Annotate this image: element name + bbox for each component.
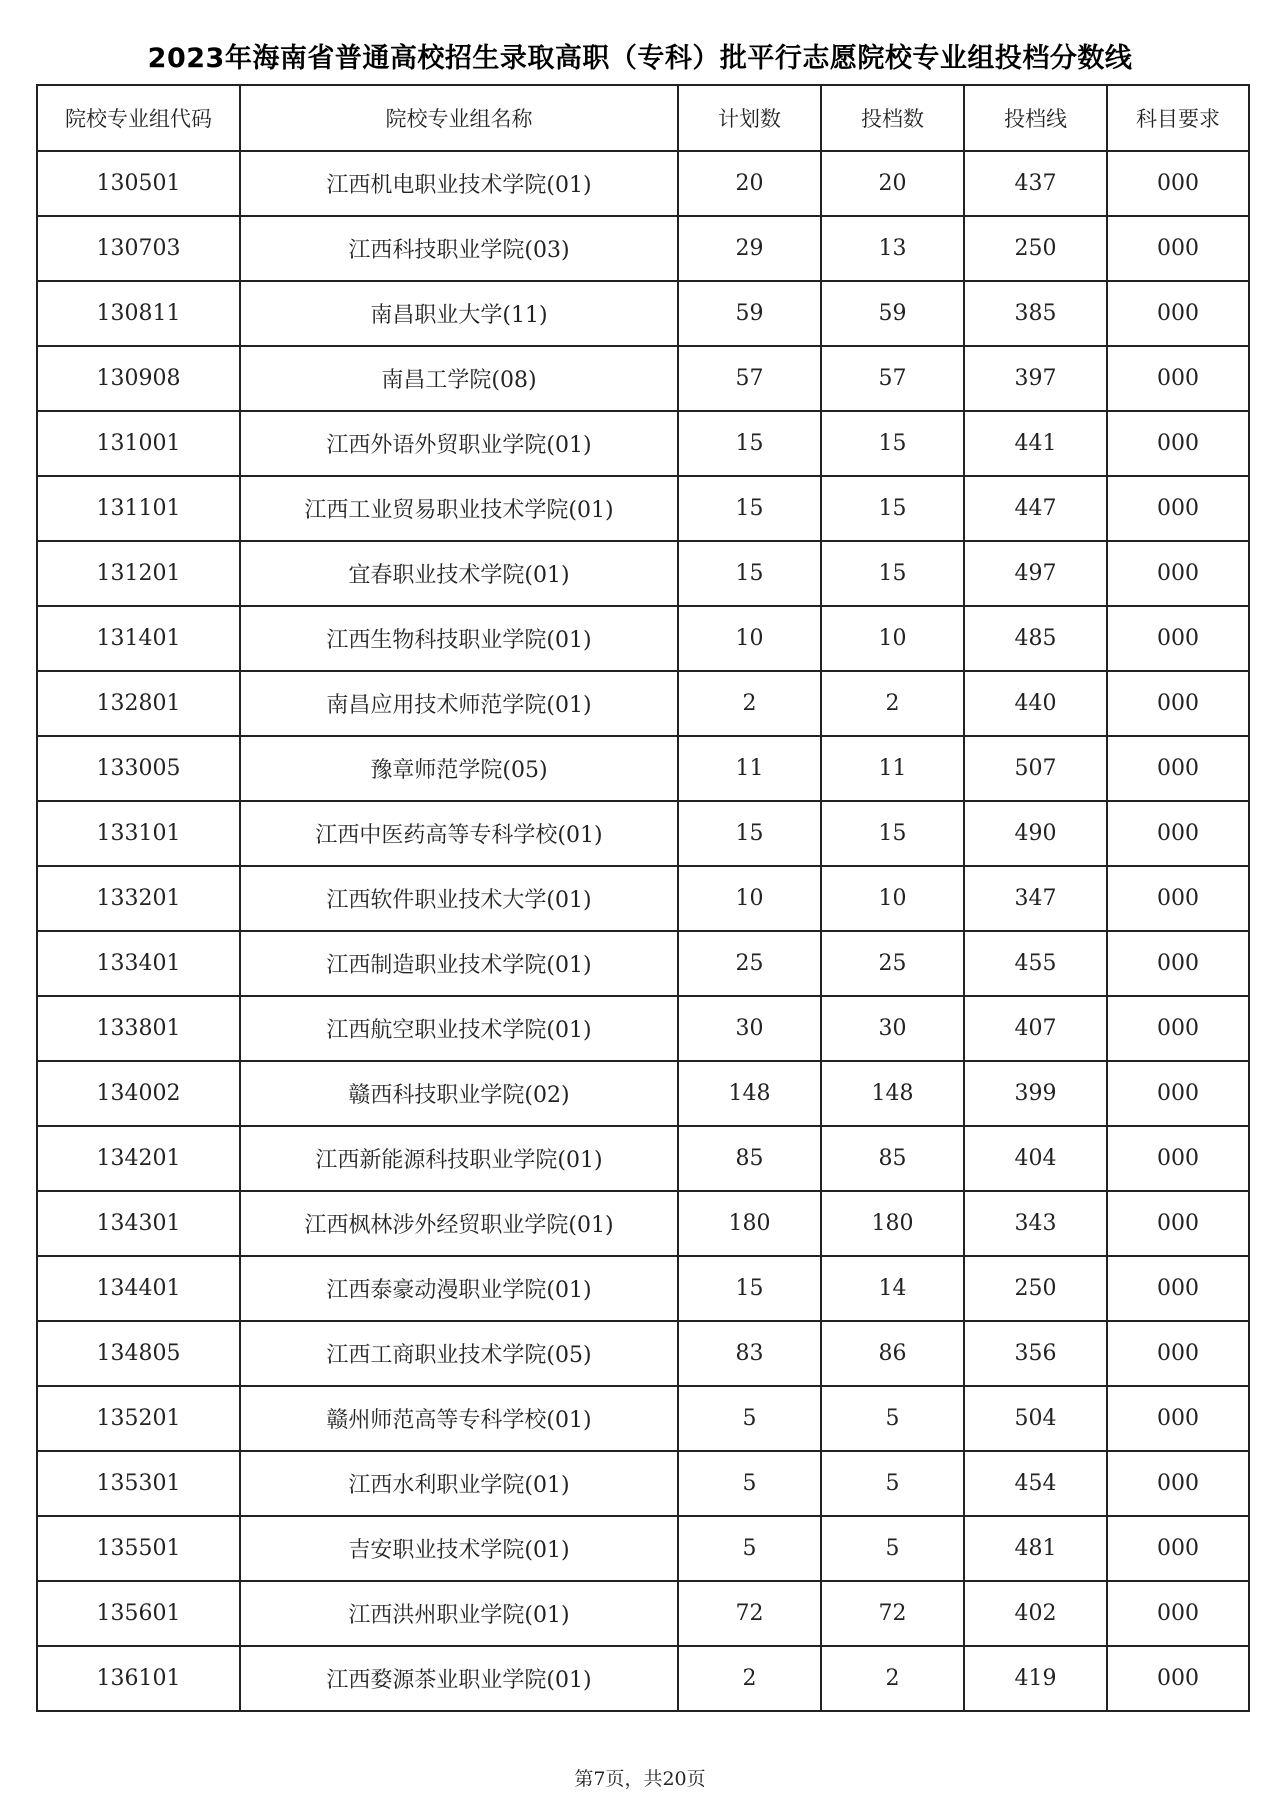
table-row [37,931,1249,996]
subject-requirement-cell: 000 [1107,281,1249,346]
admitted-count-cell: 11 [821,736,964,801]
group-code-cell: 130908 [37,346,240,411]
admitted-count-cell: 10 [821,606,964,671]
group-code-cell: 134301 [37,1191,240,1256]
group-name-cell: 江西中医药高等专科学校(01) [240,801,678,866]
group-name-cell: 江西科技职业学院(03) [240,216,678,281]
group-name-cell: 宜春职业技术学院(01) [240,541,678,606]
group-name-cell: 赣西科技职业学院(02) [240,1061,678,1126]
table-row [37,1386,1249,1451]
plan-count-cell: 5 [678,1386,821,1451]
table-row [37,1256,1249,1321]
group-code-cell: 133101 [37,801,240,866]
admitted-count-cell: 2 [821,671,964,736]
cutoff-score-cell: 347 [964,866,1107,931]
header-plan-count: 计划数 [678,85,821,151]
header-group-code: 院校专业组代码 [37,85,240,151]
table-body [37,151,1249,1711]
plan-count-cell: 5 [678,1451,821,1516]
table-row [37,151,1249,216]
cutoff-score-cell: 437 [964,151,1107,216]
admitted-count-cell: 15 [821,801,964,866]
admitted-count-cell: 148 [821,1061,964,1126]
cutoff-score-cell: 485 [964,606,1107,671]
group-name-cell: 豫章师范学院(05) [240,736,678,801]
plan-count-cell: 15 [678,1256,821,1321]
cutoff-score-cell: 399 [964,1061,1107,1126]
cutoff-score-cell: 455 [964,931,1107,996]
header-cutoff-score: 投档线 [964,85,1107,151]
subject-requirement-cell: 000 [1107,1646,1249,1711]
admitted-count-cell: 15 [821,541,964,606]
header-admitted-count: 投档数 [821,85,964,151]
admitted-count-cell: 57 [821,346,964,411]
header-group-name: 院校专业组名称 [240,85,678,151]
cutoff-score-cell: 404 [964,1126,1107,1191]
cutoff-score-cell: 497 [964,541,1107,606]
plan-count-cell: 148 [678,1061,821,1126]
table-row [37,801,1249,866]
admitted-count-cell: 15 [821,411,964,476]
cutoff-score-cell: 356 [964,1321,1107,1386]
group-code-cell: 135301 [37,1451,240,1516]
plan-count-cell: 10 [678,606,821,671]
cutoff-score-cell: 454 [964,1451,1107,1516]
group-name-cell: 江西婺源茶业职业学院(01) [240,1646,678,1711]
admitted-count-cell: 85 [821,1126,964,1191]
group-code-cell: 131001 [37,411,240,476]
cutoff-score-cell: 402 [964,1581,1107,1646]
cutoff-score-cell: 407 [964,996,1107,1061]
subject-requirement-cell: 000 [1107,606,1249,671]
plan-count-cell: 2 [678,671,821,736]
group-name-cell: 江西水利职业学院(01) [240,1451,678,1516]
table-row [37,866,1249,931]
group-code-cell: 132801 [37,671,240,736]
admitted-count-cell: 5 [821,1516,964,1581]
subject-requirement-cell: 000 [1107,1256,1249,1321]
table-row [37,216,1249,281]
subject-requirement-cell: 000 [1107,1191,1249,1256]
subject-requirement-cell: 000 [1107,931,1249,996]
plan-count-cell: 15 [678,411,821,476]
cutoff-score-cell: 440 [964,671,1107,736]
plan-count-cell: 85 [678,1126,821,1191]
plan-count-cell: 30 [678,996,821,1061]
table-row [37,1126,1249,1191]
admitted-count-cell: 86 [821,1321,964,1386]
subject-requirement-cell: 000 [1107,411,1249,476]
group-name-cell: 南昌职业大学(11) [240,281,678,346]
admitted-count-cell: 14 [821,1256,964,1321]
plan-count-cell: 20 [678,151,821,216]
group-name-cell: 南昌应用技术师范学院(01) [240,671,678,736]
group-code-cell: 135501 [37,1516,240,1581]
group-code-cell: 133401 [37,931,240,996]
group-code-cell: 133801 [37,996,240,1061]
subject-requirement-cell: 000 [1107,1581,1249,1646]
admitted-count-cell: 2 [821,1646,964,1711]
subject-requirement-cell: 000 [1107,866,1249,931]
cutoff-score-cell: 397 [964,346,1107,411]
table-row [37,1061,1249,1126]
group-name-cell: 江西工商职业技术学院(05) [240,1321,678,1386]
cutoff-score-cell: 385 [964,281,1107,346]
group-code-cell: 134805 [37,1321,240,1386]
group-name-cell: 江西工业贸易职业技术学院(01) [240,476,678,541]
table-row [37,996,1249,1061]
cutoff-score-cell: 250 [964,216,1107,281]
table-row [37,1451,1249,1516]
group-name-cell: 吉安职业技术学院(01) [240,1516,678,1581]
subject-requirement-cell: 000 [1107,216,1249,281]
header-subject-requirement: 科目要求 [1107,85,1249,151]
cutoff-score-cell: 481 [964,1516,1107,1581]
page-number: 第7页，共20页 [574,1768,706,1790]
group-name-cell: 江西软件职业技术大学(01) [240,866,678,931]
plan-count-cell: 10 [678,866,821,931]
table-row [37,411,1249,476]
plan-count-cell: 57 [678,346,821,411]
cutoff-score-cell: 504 [964,1386,1107,1451]
group-code-cell: 130811 [37,281,240,346]
table-row [37,606,1249,671]
subject-requirement-cell: 000 [1107,801,1249,866]
cutoff-score-cell: 441 [964,411,1107,476]
table-row [37,1191,1249,1256]
subject-requirement-cell: 000 [1107,996,1249,1061]
admission-score-table [36,84,1250,1712]
group-code-cell: 130703 [37,216,240,281]
plan-count-cell: 25 [678,931,821,996]
plan-count-cell: 5 [678,1516,821,1581]
admitted-count-cell: 10 [821,866,964,931]
group-name-cell: 江西制造职业技术学院(01) [240,931,678,996]
group-code-cell: 134401 [37,1256,240,1321]
group-name-cell: 江西机电职业技术学院(01) [240,151,678,216]
plan-count-cell: 72 [678,1581,821,1646]
group-name-cell: 江西枫林涉外经贸职业学院(01) [240,1191,678,1256]
table-row [37,1581,1249,1646]
group-code-cell: 130501 [37,151,240,216]
group-name-cell: 江西新能源科技职业学院(01) [240,1126,678,1191]
subject-requirement-cell: 000 [1107,151,1249,216]
group-code-cell: 136101 [37,1646,240,1711]
plan-count-cell: 15 [678,541,821,606]
table-row [37,1321,1249,1386]
admitted-count-cell: 25 [821,931,964,996]
admitted-count-cell: 13 [821,216,964,281]
table-row [37,476,1249,541]
group-code-cell: 134201 [37,1126,240,1191]
group-name-cell: 江西洪州职业学院(01) [240,1581,678,1646]
table-row [37,671,1249,736]
cutoff-score-cell: 250 [964,1256,1107,1321]
table-header-row [37,85,1249,151]
subject-requirement-cell: 000 [1107,476,1249,541]
table-row [37,1516,1249,1581]
plan-count-cell: 29 [678,216,821,281]
plan-count-cell: 15 [678,801,821,866]
admitted-count-cell: 20 [821,151,964,216]
subject-requirement-cell: 000 [1107,671,1249,736]
group-name-cell: 江西航空职业技术学院(01) [240,996,678,1061]
plan-count-cell: 180 [678,1191,821,1256]
admitted-count-cell: 72 [821,1581,964,1646]
subject-requirement-cell: 000 [1107,736,1249,801]
cutoff-score-cell: 447 [964,476,1107,541]
subject-requirement-cell: 000 [1107,346,1249,411]
subject-requirement-cell: 000 [1107,1321,1249,1386]
group-name-cell: 江西生物科技职业学院(01) [240,606,678,671]
admitted-count-cell: 5 [821,1386,964,1451]
page-title: 2023年海南省普通高校招生录取高职（专科）批平行志愿院校专业组投档分数线 [147,43,1133,74]
admitted-count-cell: 59 [821,281,964,346]
subject-requirement-cell: 000 [1107,1516,1249,1581]
group-code-cell: 131201 [37,541,240,606]
subject-requirement-cell: 000 [1107,1126,1249,1191]
subject-requirement-cell: 000 [1107,541,1249,606]
group-code-cell: 131401 [37,606,240,671]
admitted-count-cell: 15 [821,476,964,541]
subject-requirement-cell: 000 [1107,1386,1249,1451]
table-row [37,541,1249,606]
group-name-cell: 赣州师范高等专科学校(01) [240,1386,678,1451]
group-code-cell: 133005 [37,736,240,801]
plan-count-cell: 2 [678,1646,821,1711]
plan-count-cell: 15 [678,476,821,541]
table-row [37,1646,1249,1711]
group-name-cell: 南昌工学院(08) [240,346,678,411]
group-code-cell: 131101 [37,476,240,541]
plan-count-cell: 11 [678,736,821,801]
subject-requirement-cell: 000 [1107,1061,1249,1126]
table-row [37,281,1249,346]
group-code-cell: 135201 [37,1386,240,1451]
group-code-cell: 134002 [37,1061,240,1126]
table-row [37,346,1249,411]
group-code-cell: 133201 [37,866,240,931]
cutoff-score-cell: 490 [964,801,1107,866]
group-name-cell: 江西泰豪动漫职业学院(01) [240,1256,678,1321]
group-name-cell: 江西外语外贸职业学院(01) [240,411,678,476]
admitted-count-cell: 30 [821,996,964,1061]
cutoff-score-cell: 343 [964,1191,1107,1256]
cutoff-score-cell: 419 [964,1646,1107,1711]
cutoff-score-cell: 507 [964,736,1107,801]
group-code-cell: 135601 [37,1581,240,1646]
subject-requirement-cell: 000 [1107,1451,1249,1516]
admitted-count-cell: 5 [821,1451,964,1516]
table-row [37,736,1249,801]
plan-count-cell: 83 [678,1321,821,1386]
plan-count-cell: 59 [678,281,821,346]
admitted-count-cell: 180 [821,1191,964,1256]
